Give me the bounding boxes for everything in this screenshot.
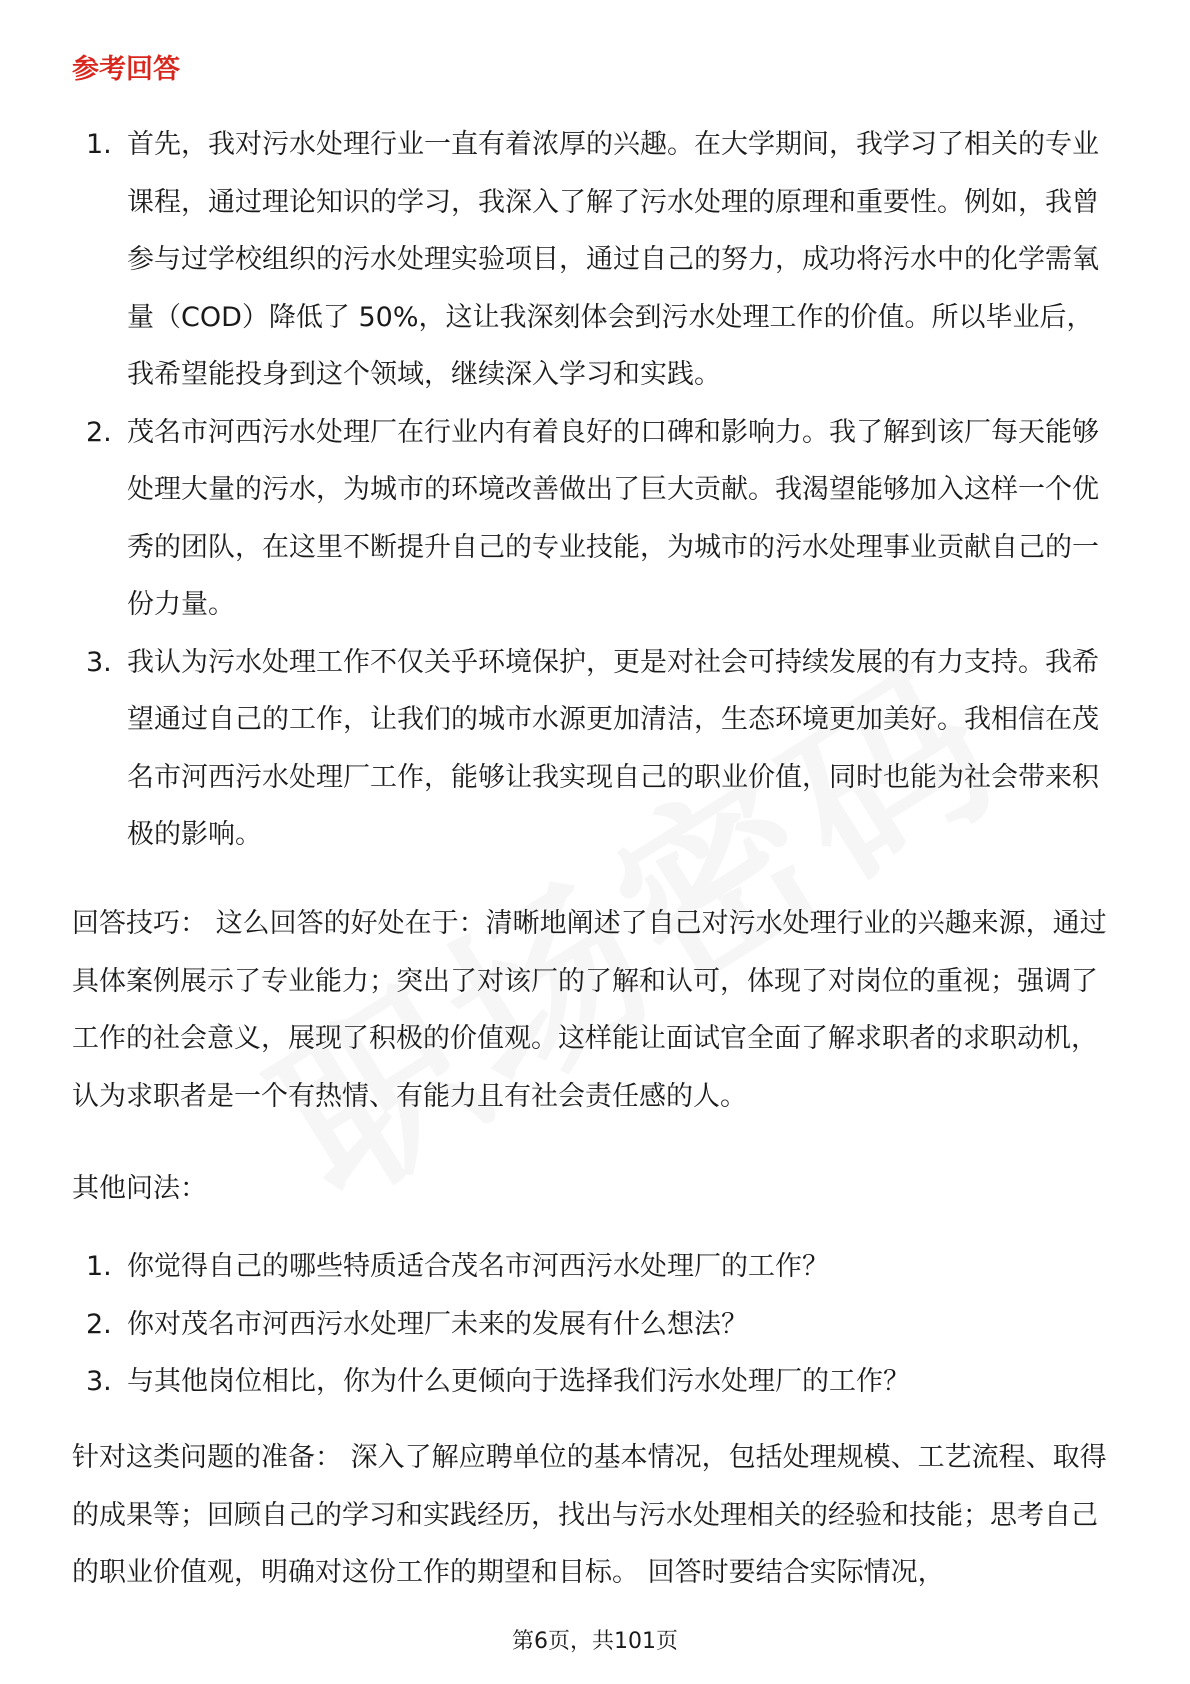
list-item-number: 3. — [86, 646, 112, 678]
list-item-number: 3. — [86, 1366, 112, 1397]
page-number-footer: 第6页，共101页 — [512, 1629, 678, 1654]
list-item — [72, 1296, 1118, 1354]
list-item — [72, 116, 1118, 404]
list-item — [72, 404, 1118, 634]
list-item-text: 与其他岗位相比，你为什么更倾向于选择我们污水处理厂的工作？ — [127, 1366, 910, 1397]
list-item — [72, 634, 1118, 864]
answer-tips-paragraph: 回答技巧： 这么回答的好处在于：清晰地阐述了自己对污水处理行业的兴趣来源，通过具体案例展示了专业能力；突出了对该厂的了解和认可，体现了对岗位的重视；强调了工作的社会意义，展现了积极的价值观。这样能让面试官全面了解求职者的求职动机，认为求职者是一个有热情、有能力且有社会责任感的人。 — [72, 908, 1107, 1112]
list-item-text: 首先，我对污水处理行业一直有着浓厚的兴趣。在大学期间，我学习了相关的专业课程，通过理论知识的学习，我深入了解了污水处理的原理和重要性。例如，我曾参与过学校组织的污水处理实验项目，通过自己的努力，成功将污水中的化学需氧量（COD）降低了 50%，这让我深刻体会到污水处理工作的价值。所以毕业后，我希望能投身到这个领域，继续深入学习和实践。 — [127, 129, 1099, 390]
list-item-number: 2. — [86, 416, 112, 448]
list-item-number: 2. — [86, 1308, 112, 1340]
preparation-paragraph: 针对这类问题的准备： 深入了解应聘单位的基本情况，包括处理规模、工艺流程、取得的成果等；回顾自己的学习和实践经历，找出与污水处理相关的经验和技能；思考自己的职业价值观，明确对这份工作的期望和目标。 回答时要结合实际情况， — [72, 1442, 1107, 1588]
list-item — [72, 1238, 1118, 1296]
list-item-number: 1. — [86, 129, 112, 160]
list-item — [72, 1353, 1118, 1411]
answer-list — [72, 116, 1118, 864]
list-item-text: 你对茂名市河西污水处理厂未来的发展有什么想法？ — [127, 1308, 748, 1340]
other-questions-list — [72, 1238, 1118, 1411]
section-heading: 参考回答 — [72, 54, 180, 85]
list-item-text: 茂名市河西污水处理厂在行业内有着良好的口碑和影响力。我了解到该厂每天能够处理大量的污水，为城市的环境改善做出了巨大贡献。我渴望能够加入这样一个优秀的团队，在这里不断提升自己的专业技能，为城市的污水处理事业贡献自己的一份力量。 — [127, 416, 1099, 620]
list-item-number: 1. — [86, 1251, 112, 1282]
list-item-text: 你觉得自己的哪些特质适合茂名市河西污水处理厂的工作？ — [127, 1251, 829, 1282]
list-item-text: 我认为污水处理工作不仅关乎环境保护，更是对社会可持续发展的有力支持。我希望通过自己的工作，让我们的城市水源更加清洁，生态环境更加美好。我相信在茂名市河西污水处理厂工作，能够让我实现自己的职业价值，同时也能为社会带来积极的影响。 — [127, 646, 1099, 850]
other-questions-label: 其他问法： — [72, 1173, 207, 1204]
